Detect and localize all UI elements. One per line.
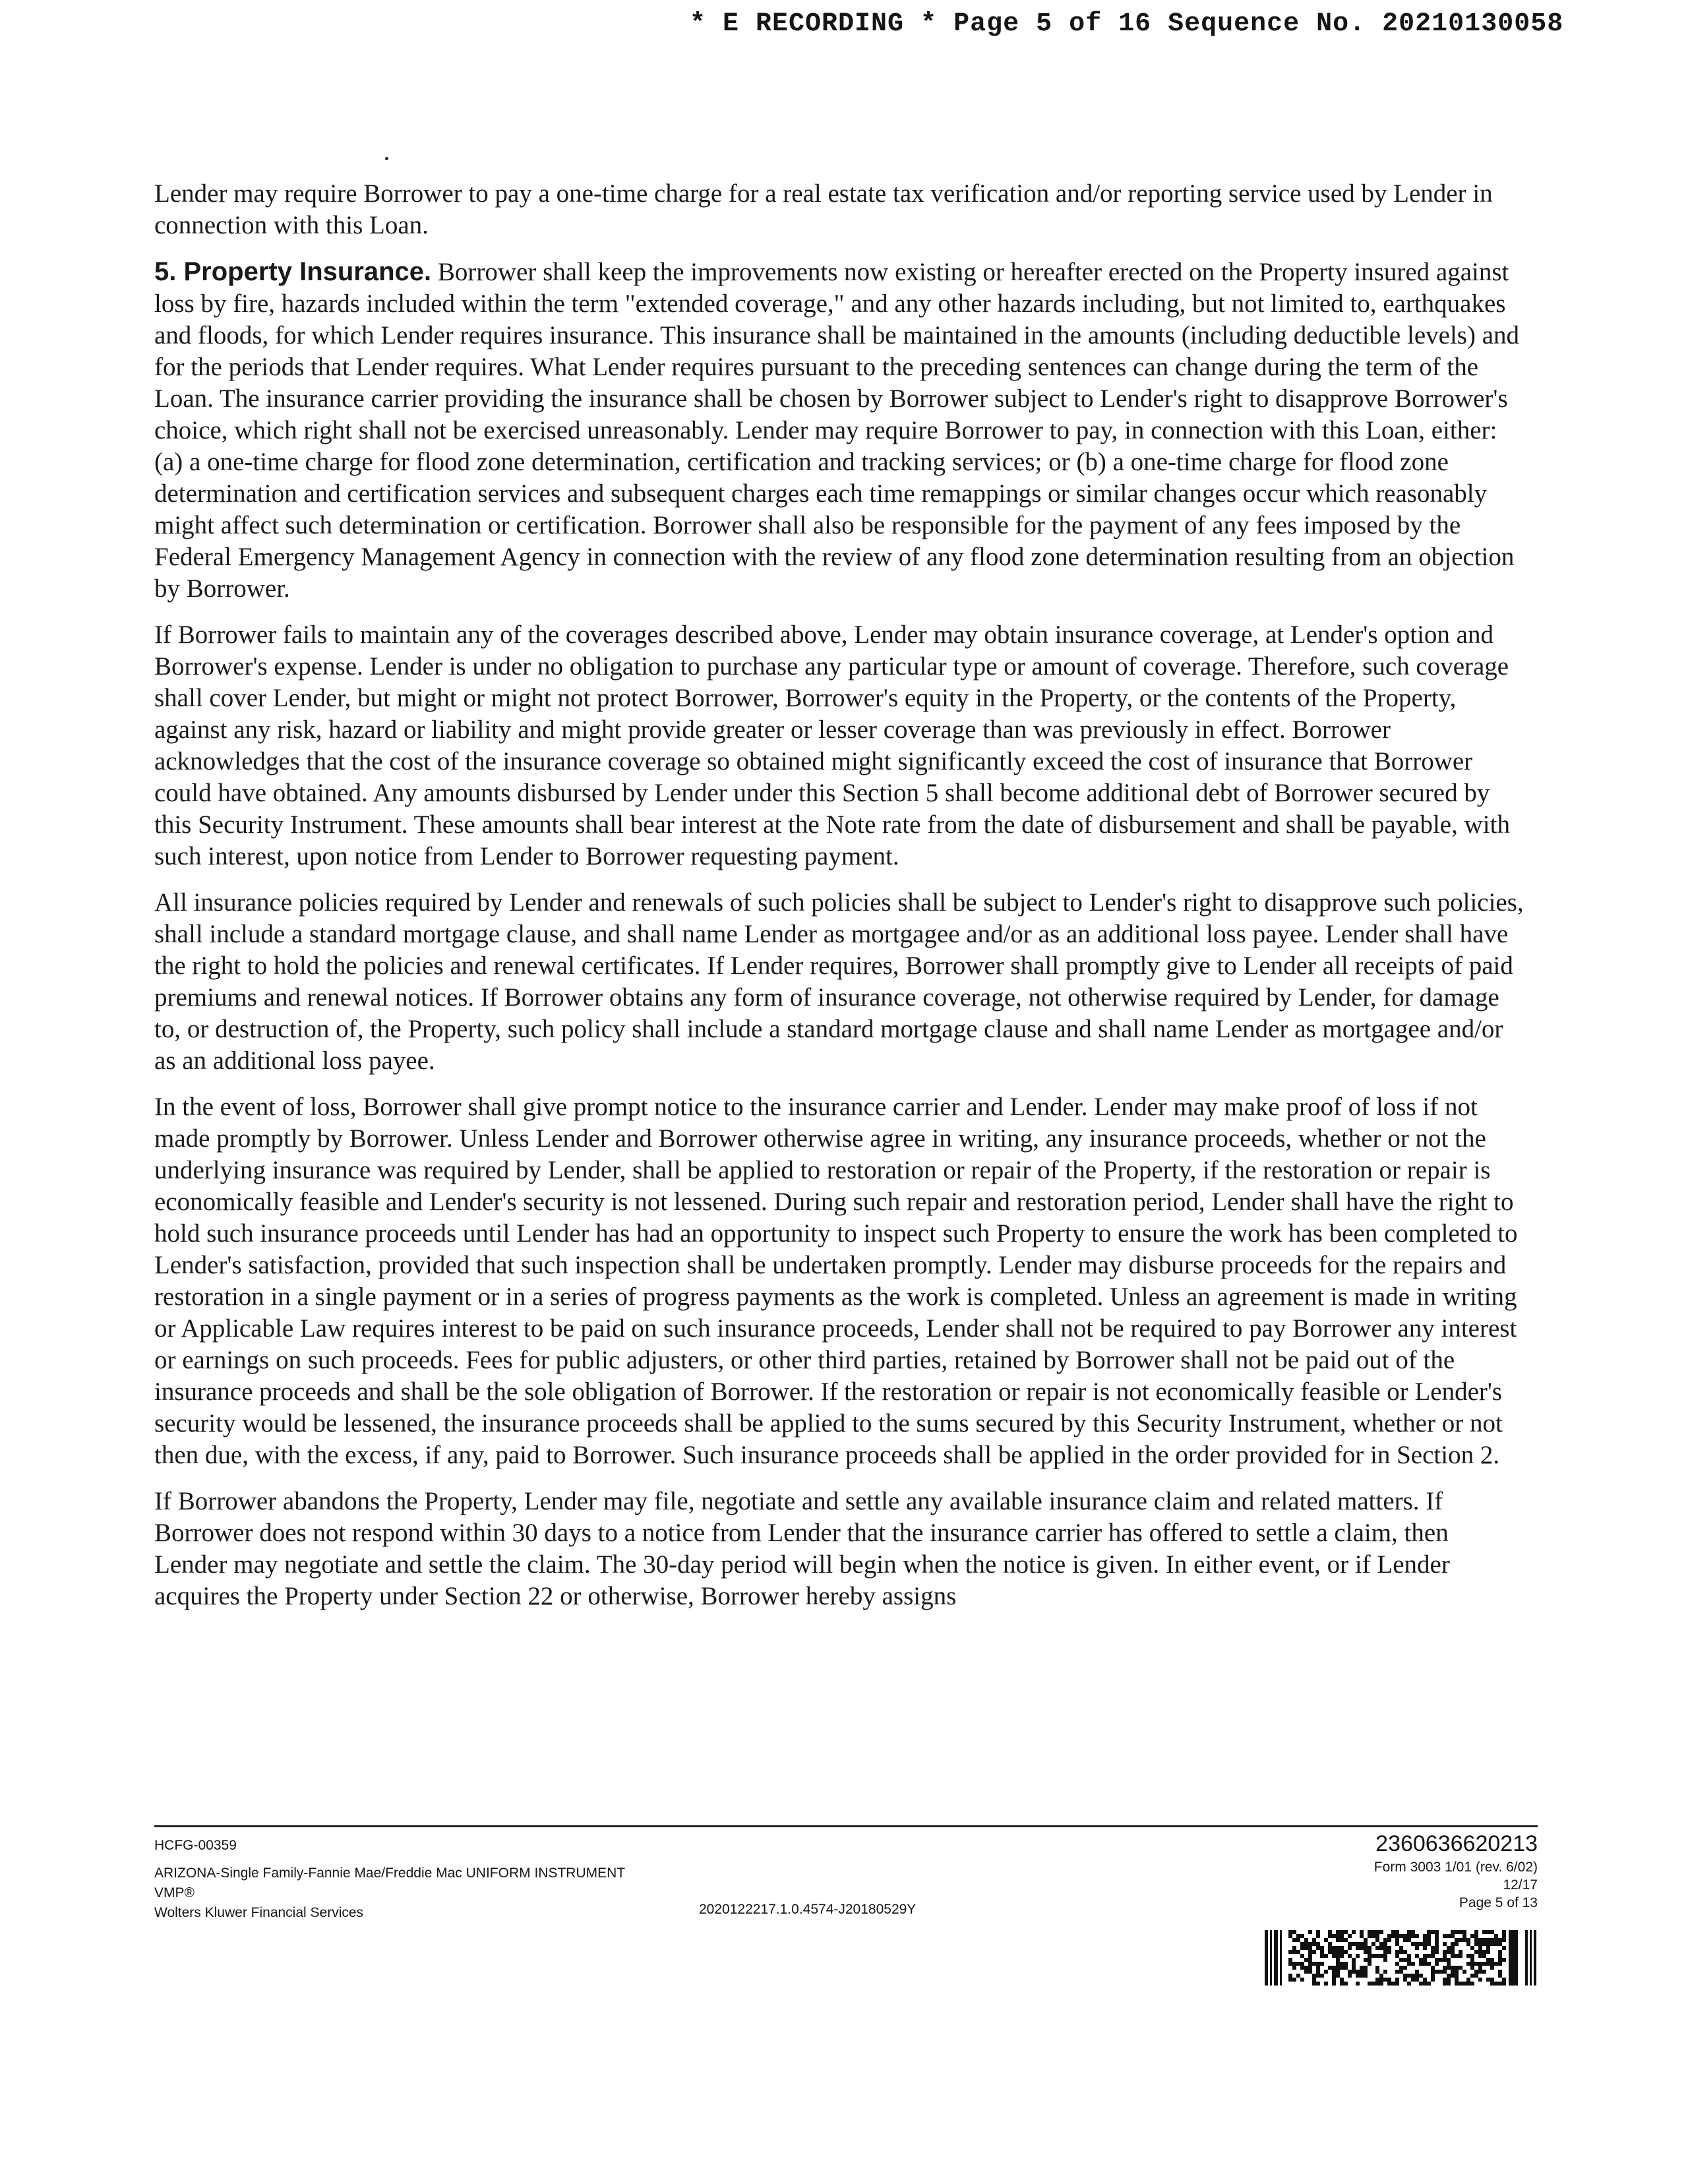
section-5-paragraph xyxy=(154,256,1527,605)
paragraph-5: If Borrower abandons the Property, Lender may file, negotiate and settle any available insurance claim and related matters. If Borrower does not respond within 30 days to a notice from Lender that the insurance carrier has offered to settle a claim, then Lender may negotiate and settle the claim. The 30-day period will begin when the notice is given. In either event, or if Lender acquires the Property under Section 22 or otherwise, Borrower hereby assigns xyxy=(154,1487,1450,1610)
document-body xyxy=(154,178,1527,1627)
paragraph-2: If Borrower fails to maintain any of the coverages described above, Lender may obtain insurance coverage, at Lender's option and Borrower's expense. Lender is under no obligation to purchase any particular type or amount of coverage. Therefore, such coverage shall cover Lender, but might or might not protect Borrower, Borrower's equity in the Property, or the contents of the Property, against any risk, hazard or liability and might provide greater or lesser coverage than was previously in effect. Borrower acknowledges that the cost of the insurance coverage so obtained might significantly exceed the cost of insurance that Borrower could have obtained. Any amounts disbursed by Lender under this Section 5 shall become additional debt of Borrower secured by this Security Instrument. These amounts shall bear interest at the Note rate from the date of disbursement and shall be payable, with such interest, upon notice from Lender to Borrower requesting payment. xyxy=(154,621,1510,870)
batch-id: 2020122217.1.0.4574-J20180529Y xyxy=(699,1902,917,1917)
doc-code: HCFG-00359 xyxy=(154,1838,237,1853)
form-number: Form 3003 1/01 (rev. 6/02) xyxy=(1373,1860,1538,1875)
intro-paragraph: Lender may require Borrower to pay a one-time charge for a real estate tax verification and/or reporting service used by Lender in connection with this Loan. xyxy=(154,179,1493,239)
footer-divider xyxy=(154,1825,1538,1827)
vmp-label: VMP® xyxy=(154,1885,195,1900)
instrument-title: ARIZONA-Single Family-Fannie Mae/Freddie Mac UNIFORM INSTRUMENT xyxy=(154,1866,626,1881)
loan-number: 2360636620213 xyxy=(1375,1831,1538,1856)
page-label: Page 5 of 13 xyxy=(1459,1895,1538,1910)
scan-speck xyxy=(385,157,388,160)
paragraph-3: All insurance policies required by Lender and renewals of such policies shall be subject to Lender's right to disapprove such policies, shall include a standard mortgage clause, and shall name Lender as mortgagee and/or as an additional loss payee. Lender shall have the right to hold the policies and renewal certificates. If Lender requires, Borrower shall promptly give to Lender all receipts of paid premiums and renewal notices. If Borrower obtains any form of insurance coverage, not otherwise required by Lender, for damage to, or destruction of, the Property, such policy shall include a standard mortgage clause and shall name Lender as mortgagee and/or as an additional loss payee. xyxy=(154,888,1524,1075)
paragraph-4: In the event of loss, Borrower shall give prompt notice to the insurance carrier and Lender. Lender may make proof of loss if not made promptly by Borrower. Unless Lender and Borrower otherwise agree in writing, any insurance proceeds, whether or not the underlying insurance was required by Lender, shall be applied to restoration or repair of the Property, if the restoration or repair is economically feasible and Lender's security is not lessened. During such repair and restoration period, Lender shall have the right to hold such insurance proceeds until Lender has had an opportunity to inspect such Property to ensure the work has been completed to Lender's satisfaction, provided that such inspection shall be undertaken promptly. Lender may disburse proceeds for the repairs and restoration in a single payment or in a series of progress payments as the work is completed. Unless an agreement is made in writing or Applicable Law requires interest to be paid on such insurance proceeds, Lender shall not be required to pay Borrower any interest or earnings on such proceeds. Fees for public adjusters, or other third parties, retained by Borrower shall not be paid out of the insurance proceeds and shall be the sole obligation of Borrower. If the restoration or repair is not economically feasible or Lender's security would be lessened, the insurance proceeds shall be applied to the sums secured by this Security Instrument, whether or not then due, with the excess, if any, paid to Borrower. Such insurance proceeds shall be applied in the order provided for in Section 2. xyxy=(154,1093,1518,1469)
barcode xyxy=(1265,1930,1536,1986)
section-title: 5. Property Insurance. xyxy=(154,257,432,286)
revision: 12/17 xyxy=(1503,1877,1538,1893)
footer-right xyxy=(1374,1831,1538,1912)
publisher: Wolters Kluwer Financial Services xyxy=(154,1905,364,1920)
footer-left xyxy=(154,1836,625,1923)
recording-header: * E RECORDING * Page 5 of 16 Sequence No. 20210130058 xyxy=(690,9,1564,39)
section-5-text: Borrower shall keep the improvements now existing or hereafter erected on the Property insured against loss by fire, hazards included within the term "extended coverage," and any other hazards including, but not limited to, earthquakes and floods, for which Lender requires insurance. This insurance shall be maintained in the amounts (including deductible levels) and for the periods that Lender requires. What Lender requires pursuant to the preceding sentences can change during the term of the Loan. The insurance carrier providing the insurance shall be chosen by Borrower subject to Lender's right to disapprove Borrower's choice, which right shall not be exercised unreasonably. Lender may require Borrower to pay, in connection with this Loan, either: (a) a one-time charge for flood zone determination, certification and tracking services; or (b) a one-time charge for flood zone determination and certification services and subsequent charges each time remappings or similar changes occur which reasonably might affect such determination or certification. Borrower shall also be responsible for the payment of any fees imposed by the Federal Emergency Management Agency in connection with the review of any flood zone determination resulting from an objection by Borrower. xyxy=(154,258,1520,603)
